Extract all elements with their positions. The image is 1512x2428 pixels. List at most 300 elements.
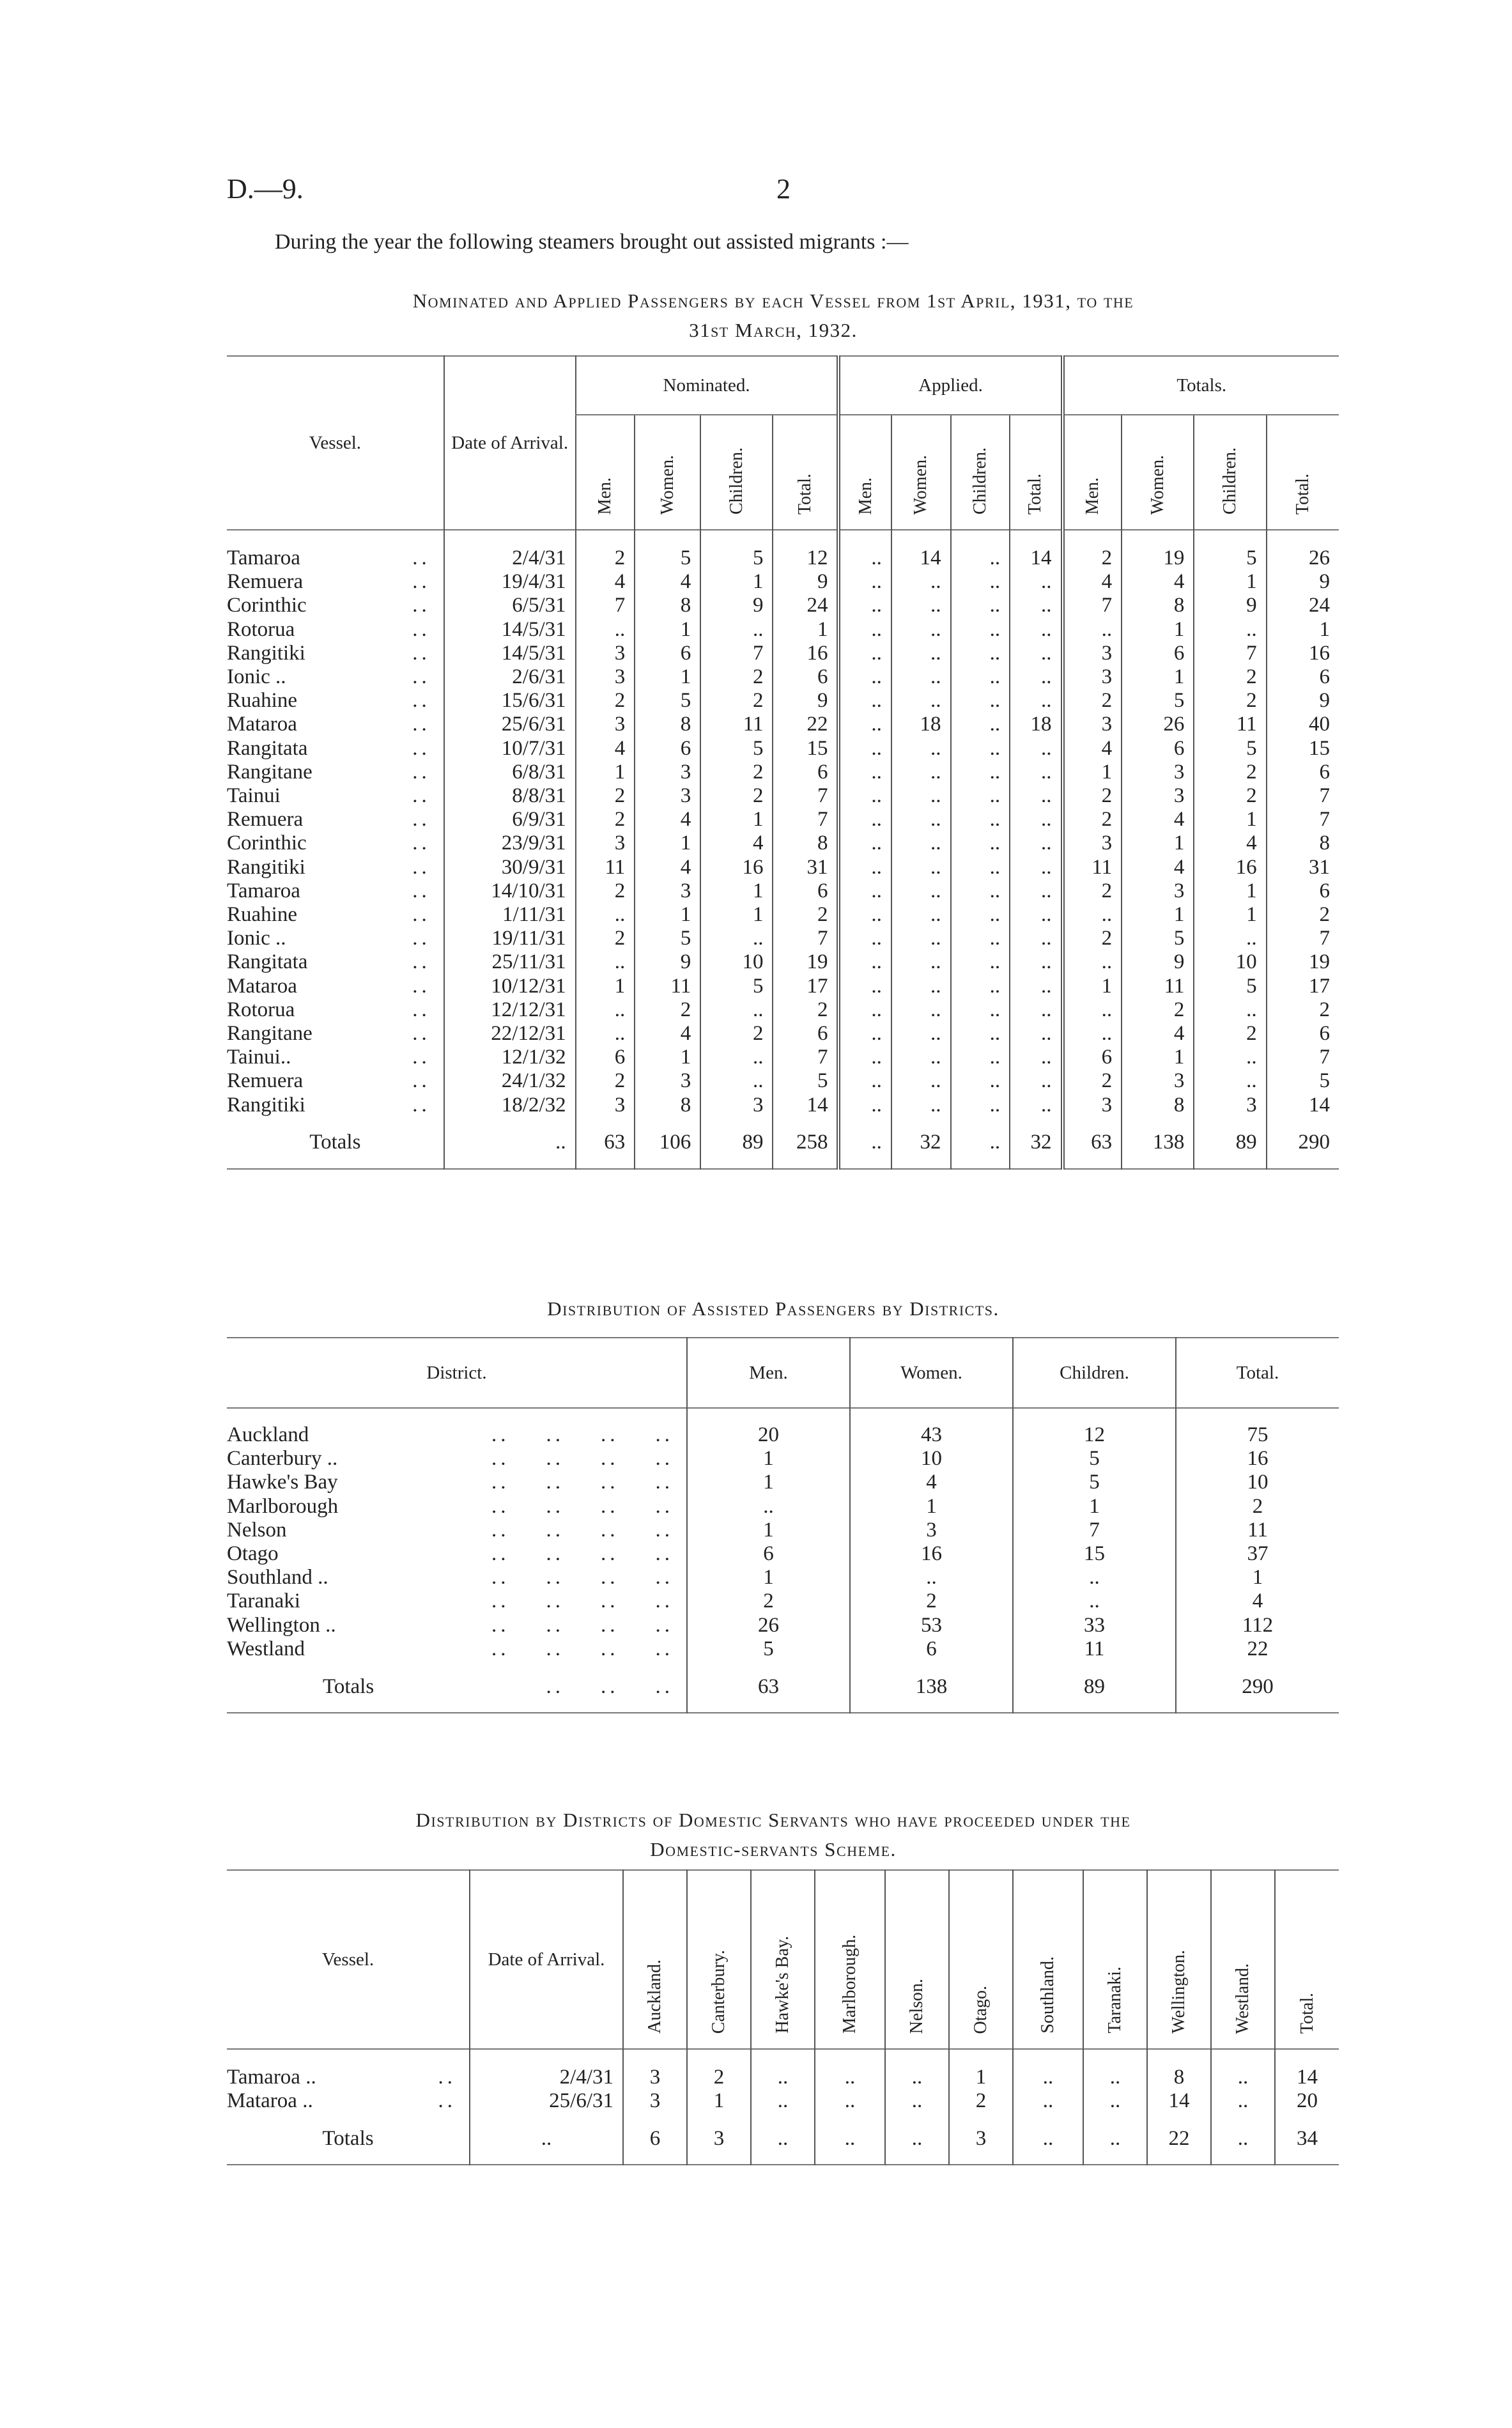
count-cell: 14 — [891, 546, 951, 570]
count-cell: 1 — [635, 831, 700, 855]
count-cell: 2 — [1122, 998, 1194, 1022]
applied-sub-header — [891, 415, 951, 530]
arrival-date: 12/12/31 — [444, 998, 576, 1022]
totals-value: .. — [1211, 2113, 1275, 2165]
totals-value: 22 — [1147, 2113, 1211, 2165]
count-cell: .. — [838, 831, 891, 855]
count-cell: .. — [1010, 927, 1062, 950]
leader-dots: .. .. .. .. — [491, 1566, 674, 1589]
count-cell: 3 — [623, 2066, 687, 2089]
count-cell: 3 — [576, 1094, 635, 1117]
arrival-date: 30/9/31 — [444, 856, 576, 879]
intro-text: During the year the following steamers brought out assisted migrants :— — [275, 230, 909, 254]
leader-dots: .. — [412, 546, 431, 569]
count-cell: 4 — [1063, 737, 1122, 761]
spacer-cell — [1010, 530, 1062, 546]
count-cell: 11 — [1176, 1519, 1339, 1542]
count-cell: 1 — [1194, 903, 1266, 927]
col-district — [751, 1870, 815, 2049]
count-cell: 4 — [576, 737, 635, 761]
count-cell: 12 — [1013, 1423, 1176, 1447]
count-cell: 2 — [1194, 665, 1266, 689]
count-cell: 6 — [576, 1046, 635, 1069]
count-cell: 3 — [635, 1069, 700, 1093]
count-cell: .. — [951, 1094, 1010, 1117]
district-label: Southland. — [1038, 1956, 1058, 2034]
leader-dots: .. — [412, 808, 431, 831]
count-cell: 11 — [1122, 975, 1194, 998]
table-row — [227, 975, 1339, 998]
count-cell: 5 — [635, 546, 700, 570]
count-cell: .. — [891, 689, 951, 713]
count-cell: .. — [1010, 1069, 1062, 1093]
table-row — [227, 761, 1339, 784]
count-cell: 7 — [1267, 784, 1339, 808]
col-district: District. — [426, 1362, 487, 1383]
count-cell: 24 — [1267, 594, 1339, 617]
district-label: Westland. — [1233, 1963, 1253, 2034]
count-cell: .. — [891, 1046, 951, 1069]
count-cell: 2 — [687, 2066, 751, 2089]
count-cell: 3 — [576, 665, 635, 689]
totals-value: .. — [751, 2113, 815, 2165]
count-cell: .. — [951, 618, 1010, 642]
count-cell: 1 — [687, 1471, 850, 1494]
arrival-date: 6/9/31 — [444, 808, 576, 831]
totals-sub-header — [1194, 415, 1266, 530]
count-cell: .. — [891, 879, 951, 903]
page-number: 2 — [776, 173, 791, 205]
count-cell: .. — [891, 737, 951, 761]
count-cell: 15 — [773, 737, 838, 761]
count-cell: .. — [951, 998, 1010, 1022]
count-cell: 10 — [1194, 950, 1266, 974]
count-cell: 14 — [773, 1094, 838, 1117]
nominated-sub-header — [773, 415, 838, 530]
count-cell: 3 — [850, 1519, 1013, 1542]
count-cell: 1 — [1063, 761, 1122, 784]
count-cell: .. — [838, 546, 891, 570]
count-cell: 17 — [773, 975, 838, 998]
count-cell: .. — [838, 713, 891, 736]
count-cell: 4 — [576, 570, 635, 594]
table-row — [227, 665, 1339, 689]
count-cell: 4 — [1122, 570, 1194, 594]
count-cell: .. — [1063, 1022, 1122, 1046]
district-name: Wellington .. .. .. .. .. — [227, 1613, 674, 1637]
count-cell: .. — [1063, 998, 1122, 1022]
arrival-date: 12/1/32 — [444, 1046, 576, 1069]
col-district — [1147, 1870, 1211, 2049]
spacer-cell — [1194, 530, 1266, 546]
count-cell: .. — [951, 761, 1010, 784]
count-cell: 1 — [1194, 879, 1266, 903]
page-header — [227, 173, 1313, 211]
totals-row — [227, 1117, 1339, 1169]
count-cell: .. — [951, 975, 1010, 998]
arrival-date: 10/12/31 — [444, 975, 576, 998]
count-cell: .. — [700, 927, 773, 950]
count-cell: 4 — [635, 808, 700, 831]
count-cell: .. — [1010, 594, 1062, 617]
totals-value: 6 — [623, 2113, 687, 2165]
spacer-cell — [773, 530, 838, 546]
vessel-name: Corinthic .. — [227, 831, 431, 855]
count-cell: 2 — [1194, 1022, 1266, 1046]
count-cell: 16 — [850, 1542, 1013, 1566]
table-row — [227, 1447, 1339, 1471]
district-distribution-table — [227, 1337, 1339, 1713]
table-row — [227, 1094, 1339, 1117]
totals-value: 89 — [1013, 1661, 1176, 1713]
totals-women-label: Women. — [1147, 454, 1168, 514]
count-cell: 5 — [1267, 1069, 1339, 1093]
applied-sub-header — [838, 415, 891, 530]
count-cell: .. — [700, 1046, 773, 1069]
count-cell: .. — [576, 903, 635, 927]
count-cell: 31 — [773, 856, 838, 879]
totals-sub-header — [1267, 415, 1339, 530]
count-cell: .. — [951, 784, 1010, 808]
vessel-name: Remuera .. — [227, 808, 431, 831]
spacer-cell — [838, 530, 891, 546]
count-cell: 4 — [850, 1471, 1013, 1494]
table-row — [227, 1614, 1339, 1637]
count-cell: 4 — [1176, 1589, 1339, 1613]
count-cell: .. — [891, 950, 951, 974]
arrival-date: 14/5/31 — [444, 618, 576, 642]
count-cell: 6 — [773, 1022, 838, 1046]
district-name: Westland .. .. .. .. — [227, 1637, 674, 1660]
count-cell: 5 — [1194, 737, 1266, 761]
count-cell: 3 — [576, 713, 635, 736]
spacer-cell — [687, 2049, 751, 2066]
vessel-name: Remuera .. — [227, 570, 431, 594]
totals-value: 138 — [850, 1661, 1013, 1713]
count-cell: 2 — [576, 1069, 635, 1093]
leader-dots: .. — [412, 641, 431, 665]
leader-dots: .. — [412, 903, 431, 927]
count-cell: .. — [891, 594, 951, 617]
count-cell: 3 — [1063, 665, 1122, 689]
count-cell: 9 — [773, 570, 838, 594]
count-cell: 3 — [576, 831, 635, 855]
count-cell: .. — [1010, 975, 1062, 998]
count-cell: 1 — [687, 2089, 751, 2113]
table-row — [227, 1069, 1339, 1093]
count-cell: 2 — [700, 665, 773, 689]
count-cell: 7 — [773, 808, 838, 831]
count-cell: 1 — [1122, 618, 1194, 642]
count-cell: 14 — [1275, 2066, 1339, 2089]
count-cell: 33 — [1013, 1614, 1176, 1637]
count-cell: 9 — [1194, 594, 1266, 617]
arrival-date: 10/7/31 — [444, 737, 576, 761]
count-cell: .. — [951, 642, 1010, 665]
totals-label: Totals — [309, 1131, 361, 1154]
count-cell: 6 — [635, 737, 700, 761]
count-cell: 16 — [1267, 642, 1339, 665]
col-men: Men. — [687, 1338, 850, 1408]
count-cell: 1 — [1267, 618, 1339, 642]
count-cell: 1 — [687, 1566, 850, 1589]
count-cell: .. — [838, 618, 891, 642]
arrival-date: 23/9/31 — [444, 831, 576, 855]
count-cell: 11 — [1063, 856, 1122, 879]
leader-dots: .. — [412, 927, 431, 950]
leader-dots: .. — [412, 1022, 431, 1046]
group-nominated: Nominated. — [576, 356, 839, 415]
spacer-cell — [1211, 2049, 1275, 2066]
count-cell: .. — [838, 737, 891, 761]
district-label: Hawke's Bay. — [773, 1936, 792, 2034]
count-cell: .. — [1063, 950, 1122, 974]
spacer-cell — [227, 530, 444, 546]
spacer-row — [227, 1408, 1339, 1423]
count-cell: 15 — [1267, 737, 1339, 761]
count-cell: 2 — [773, 998, 838, 1022]
count-cell: .. — [576, 618, 635, 642]
count-cell: .. — [951, 689, 1010, 713]
count-cell: .. — [838, 903, 891, 927]
col-district — [687, 1870, 751, 2049]
count-cell: .. — [951, 594, 1010, 617]
district-label: Otago. — [971, 1985, 991, 2034]
count-cell: 53 — [850, 1614, 1013, 1637]
table-row — [227, 2089, 1339, 2113]
count-cell: 5 — [1013, 1447, 1176, 1471]
count-cell: 11 — [1013, 1637, 1176, 1661]
spacer-cell — [815, 2049, 885, 2066]
arrival-date: 2/4/31 — [470, 2066, 623, 2089]
count-cell: 5 — [635, 689, 700, 713]
count-cell: 3 — [1122, 761, 1194, 784]
count-cell: .. — [838, 998, 891, 1022]
count-cell: 7 — [1267, 1046, 1339, 1069]
arrival-date: 25/6/31 — [444, 713, 576, 736]
leader-dots: .. .. .. .. — [491, 1637, 674, 1660]
count-cell: 1 — [700, 879, 773, 903]
leader-dots: .. .. .. .. — [491, 1542, 674, 1566]
vessel-name: Mataroa .. — [227, 974, 431, 998]
count-cell: 7 — [1063, 594, 1122, 617]
totals-value: 63 — [576, 1117, 635, 1169]
col-children: Children. — [1013, 1338, 1176, 1408]
spacer-cell — [227, 2049, 470, 2066]
count-cell: 7 — [1267, 927, 1339, 950]
leader-dots: .. — [412, 998, 431, 1021]
totals-row — [227, 2113, 1339, 2165]
vessel-name: Rangitiki .. — [227, 1093, 431, 1117]
count-cell: 1 — [850, 1495, 1013, 1519]
count-cell: 17 — [1267, 975, 1339, 998]
count-cell: 8 — [1147, 2066, 1211, 2089]
spacer-cell — [1013, 1408, 1176, 1423]
count-cell: 11 — [576, 856, 635, 879]
count-cell: .. — [951, 1069, 1010, 1093]
count-cell: .. — [1010, 1046, 1062, 1069]
count-cell: .. — [951, 879, 1010, 903]
count-cell: 7 — [576, 594, 635, 617]
spacer-cell — [1122, 530, 1194, 546]
district-label: Marlborough. — [840, 1935, 860, 2034]
arrival-date: 1/11/31 — [444, 903, 576, 927]
count-cell: 3 — [623, 2089, 687, 2113]
totals-value: .. — [815, 2113, 885, 2165]
count-cell: 5 — [1013, 1471, 1176, 1494]
totals-value: 89 — [1194, 1117, 1266, 1169]
count-cell: 1 — [773, 618, 838, 642]
vessel-name: Rotorua .. — [227, 617, 431, 641]
count-cell: .. — [700, 618, 773, 642]
count-cell: .. — [1083, 2089, 1147, 2113]
count-cell: 7 — [1194, 642, 1266, 665]
col-vessel: Vessel. — [321, 1949, 374, 1970]
count-cell: 1 — [1194, 570, 1266, 594]
totals-label: Totals .. .. .. — [323, 1674, 674, 1698]
count-cell: 2 — [1063, 546, 1122, 570]
vessel-name: Remuera .. — [227, 1069, 431, 1093]
vessel-name: Mataroa .. — [227, 713, 431, 736]
table-row — [227, 831, 1339, 855]
count-cell: .. — [838, 1069, 891, 1093]
count-cell: 1 — [700, 570, 773, 594]
count-cell: .. — [838, 879, 891, 903]
count-cell: 2 — [576, 927, 635, 950]
count-cell: 3 — [700, 1094, 773, 1117]
leader-dots: .. — [412, 784, 431, 808]
arrival-date: 19/4/31 — [444, 570, 576, 594]
table2-caption: Distribution of Assisted Passengers by Districts. — [547, 1297, 999, 1320]
count-cell: 7 — [1013, 1519, 1176, 1542]
count-cell: 26 — [1267, 546, 1339, 570]
count-cell: 6 — [635, 642, 700, 665]
count-cell: 6 — [1267, 879, 1339, 903]
count-cell: 1 — [635, 903, 700, 927]
count-cell: .. — [838, 975, 891, 998]
count-cell: 6 — [1122, 642, 1194, 665]
count-cell: 5 — [700, 737, 773, 761]
count-cell: .. — [951, 1022, 1010, 1046]
count-cell: .. — [576, 1022, 635, 1046]
table3-caption-line1: Distribution by Districts of Domestic Servants who have proceeded under the — [415, 1809, 1131, 1831]
spacer-cell — [227, 1408, 687, 1423]
table-row — [227, 1495, 1339, 1519]
count-cell: 9 — [1122, 950, 1194, 974]
table3-caption — [227, 1806, 1320, 1864]
table-row — [227, 1046, 1339, 1069]
leader-dots: .. — [412, 879, 431, 902]
count-cell: 22 — [1176, 1637, 1339, 1661]
spacer-cell — [1083, 2049, 1147, 2066]
count-cell: 2 — [1063, 879, 1122, 903]
table-row — [227, 1637, 1339, 1661]
table-row — [227, 927, 1339, 950]
col-women: Women. — [850, 1338, 1013, 1408]
district-name: Auckland .. .. .. .. — [227, 1423, 674, 1446]
count-cell: .. — [891, 784, 951, 808]
count-cell: 6 — [773, 879, 838, 903]
count-cell: 3 — [635, 879, 700, 903]
count-cell: 16 — [1194, 856, 1266, 879]
totals-value: 290 — [1267, 1117, 1339, 1169]
count-cell: .. — [951, 713, 1010, 736]
count-cell: 22 — [773, 713, 838, 736]
count-cell: .. — [838, 856, 891, 879]
table-row — [227, 618, 1339, 642]
nominated-children-label: Children. — [726, 447, 746, 514]
arrival-date: 25/11/31 — [444, 950, 576, 974]
spacer-cell — [687, 1408, 850, 1423]
table-row — [227, 689, 1339, 713]
count-cell: 10 — [700, 950, 773, 974]
count-cell: .. — [838, 665, 891, 689]
spacer-cell — [850, 1408, 1013, 1423]
leader-dots: .. .. .. .. — [491, 1494, 674, 1518]
count-cell: 1 — [1194, 808, 1266, 831]
count-cell: 4 — [700, 831, 773, 855]
document-reference: D.—9. — [227, 173, 304, 205]
count-cell: .. — [1194, 1046, 1266, 1069]
count-cell: .. — [1194, 1069, 1266, 1093]
count-cell: 2 — [576, 689, 635, 713]
table-row — [227, 950, 1339, 974]
totals-value: .. — [444, 1117, 576, 1169]
count-cell: 1 — [1122, 903, 1194, 927]
leader-dots: .. — [412, 570, 431, 594]
count-cell: 4 — [1194, 831, 1266, 855]
table1-caption — [227, 286, 1320, 345]
arrival-date: 14/5/31 — [444, 642, 576, 665]
count-cell: 3 — [1194, 1094, 1266, 1117]
col-district — [1275, 1870, 1339, 2049]
count-cell: 4 — [1122, 1022, 1194, 1046]
table-row — [227, 808, 1339, 831]
count-cell: .. — [838, 642, 891, 665]
count-cell: 3 — [1063, 713, 1122, 736]
count-cell: .. — [891, 642, 951, 665]
count-cell: 14 — [1267, 1094, 1339, 1117]
leader-dots: .. — [412, 713, 431, 736]
count-cell: 2 — [700, 761, 773, 784]
leader-dots: .. — [412, 974, 431, 998]
count-cell: 11 — [700, 713, 773, 736]
col-total: Total. — [1176, 1338, 1339, 1408]
count-cell: 5 — [700, 975, 773, 998]
totals-men-label: Men. — [1082, 477, 1102, 514]
count-cell: 2 — [700, 784, 773, 808]
vessel-name: Ruahine .. — [227, 689, 431, 713]
count-cell: .. — [850, 1566, 1013, 1589]
count-cell: .. — [951, 546, 1010, 570]
totals-value: 258 — [773, 1117, 838, 1169]
table-row — [227, 642, 1339, 665]
count-cell: 26 — [1122, 713, 1194, 736]
count-cell: 2 — [1063, 808, 1122, 831]
count-cell: .. — [951, 808, 1010, 831]
count-cell: .. — [1211, 2089, 1275, 2113]
spacer-cell — [1013, 2049, 1083, 2066]
vessel-name: Tainui.. .. — [227, 1046, 431, 1069]
count-cell: 9 — [773, 689, 838, 713]
count-cell: .. — [951, 665, 1010, 689]
group-applied: Applied. — [838, 356, 1062, 415]
totals-sub-header — [1122, 415, 1194, 530]
vessel-name: Mataroa .. .. — [227, 2089, 456, 2113]
spacer-cell — [444, 530, 576, 546]
count-cell: .. — [891, 618, 951, 642]
vessel-name: Tamaroa .. — [227, 879, 431, 902]
